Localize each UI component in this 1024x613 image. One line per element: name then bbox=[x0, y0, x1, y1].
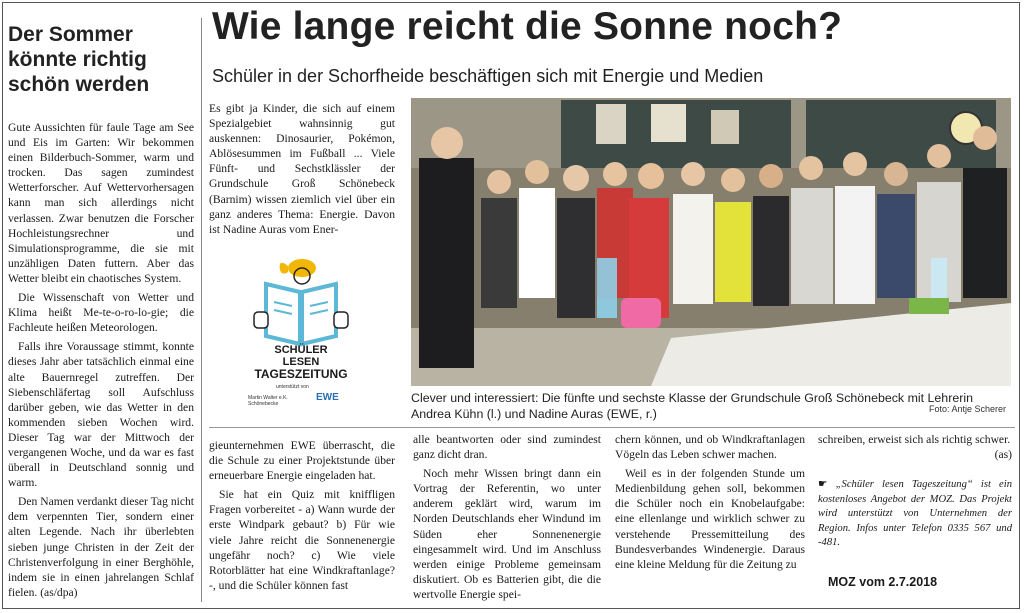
article-paragraph: alle beantworten oder sind zumindest ganz dicht dran. bbox=[413, 433, 601, 462]
sidebar-body bbox=[8, 120, 194, 600]
sidebar-paragraph: Gute Aussichten für faule Tage am See und Eis im Garten: Wir bekommen einen Bilderbuch-Sommer, warm und trocken. Das sagen zumindest Wetterforscher. Auf Wettervorhersagen kann man sich allerdings nicht verlassen. Zwar benutzen die Forscher Hochleistungsrechner und Simulationsprogramme, die sie mit unzähligen Daten futtern. Aber das Wetter bleibt ein chaotisches System. bbox=[8, 121, 194, 285]
article-paragraph: Noch mehr Wissen bringt dann ein Vortrag der Referentin, wo unter anderem geklärt wird, warum im Norden Deutschlands eher Windund im Süden eher Sonnenenergie eingesammelt wird. Und im Anschluss werden einige Probleme gemeinsam diskutiert. Ob es Batterien gibt, die die wertvolle Energie spei- bbox=[413, 467, 601, 601]
article-intro: Es gibt ja Kinder, die sich auf einem Spezialgebiet wahnsinnig gut auskennen: Dinosaurier, Pokémon, Ablösesummen im Fußball ... Viele Fünft- und Sechstklässler der Grundschule Groß Schönebeck (Barnim) wissen ziemlich viel über ein ganz anderes Thema: Energie. Davon ist Nadine Auras vom Ener- bbox=[209, 102, 395, 236]
sidebar-paragraph: Die Wissenschaft von Wetter und Klima heißt Me-te-o-ro-lo-gie; die Fachleute heißen Meteorologen. bbox=[8, 291, 194, 335]
column-divider bbox=[201, 18, 202, 602]
sponsor-martin-walter: Martin Walter e.K. Schönebecke bbox=[248, 395, 288, 407]
sidebar-paragraph: Den Namen verdankt dieser Tag nicht dem verpennten Tier, sondern einer alten Legende. Nach ihr überlebten sieben junge Christen in der Zeit der Christenverfolgung in einer Berghöhle, indem sie in einen jahrelangen Schlaf fielen. (as/dpa) bbox=[8, 495, 194, 599]
logo-line-3: TAGESZEITUNG bbox=[254, 367, 348, 381]
horizontal-rule bbox=[209, 427, 1015, 428]
info-box bbox=[818, 478, 1012, 551]
logo-line-2: LESEN bbox=[282, 356, 320, 368]
sponsor-ewe-logo: EWE bbox=[316, 392, 339, 403]
source-line: MOZ vom 2.7.2018 bbox=[828, 575, 938, 589]
class-photo bbox=[411, 98, 1011, 386]
sidebar-paragraph: Falls ihre Voraussage stimmt, konnte dieses Jahr aber tatsächlich einmal eine alte Bauernregel zutreffen. Der Siebenschläfertag soll Aufschluss darüber geben, wie das Wetter in den kommenden sieben Wochen wird. Dieser Tag war der Mittwoch der vergangenen Woche, und da war es fast überall in Deutschland sonnig und warm. bbox=[8, 340, 194, 490]
sidebar-headline: Der Sommer könnte richtig schön werden bbox=[8, 23, 150, 96]
article-column-1 bbox=[209, 438, 395, 593]
article-paragraph: schreiben, erweist sich als richtig schwer. bbox=[818, 433, 1011, 446]
class-photo-image bbox=[411, 98, 1011, 386]
article-column-3 bbox=[615, 432, 805, 572]
info-text: „Schüler lesen Tageszeitung“ ist ein kostenloses Angebot der MOZ. Das Projekt wird unterstützt von Unternehmen der Region. Infos unter Telefon 0335 567 und -481. bbox=[818, 479, 1012, 548]
photo-credit: Foto: Antje Scherer bbox=[928, 404, 1006, 414]
logo-line-1: SCHÜLER bbox=[274, 344, 328, 356]
article-headline: Wie lange reicht die Sonne noch? bbox=[212, 5, 843, 48]
sponsor-note: unterstützt von bbox=[276, 384, 309, 390]
article-subhead: Schüler in der Schorfheide beschäftigen sich mit Energie und Medien bbox=[212, 66, 764, 86]
article-paragraph: Weil es in der folgenden Stunde um Medienbildung gehen soll, bekommen die Schüler noch ein Knobelaufgabe: eine ellenlange und wirklich schwer zu verstehende Pressemitteilung des Bundesverbandes Windenergie. Daraus eine kleine Meldung für die Zeitung zu bbox=[615, 467, 805, 571]
article-column-4 bbox=[818, 432, 1012, 462]
article-paragraph: gieunternehmen EWE überrascht, die die Schule zu einer Projektstunde über erneuerbare Energie eingeladen hat. bbox=[209, 439, 395, 483]
article-paragraph: chern können, und ob Windkraftanlagen Vögeln das Leben schwer machen. bbox=[615, 433, 805, 462]
article-column-2 bbox=[413, 432, 601, 602]
article-paragraph: Sie hat ein Quiz mit kniffligen Fragen vorbereitet - a) Wann wurde der erste Windpark gebaut? b) Für wie viele Jahre reicht die Sonnenenergie ungefähr noch? c) Wie viele Rotorblätter hat eine Windkraftanlage? -, und die Schüler können fast bbox=[209, 488, 395, 592]
pointing-hand-icon: ☛ bbox=[818, 479, 836, 490]
schueler-lesen-logo bbox=[236, 252, 366, 427]
photo-caption: Clever und interessiert: Die fünfte und sechste Klasse der Grundschule Groß Schönebeck mit Lehrerin Andrea Kühn (l.) und Nadine Auras (EWE, r.) bbox=[411, 391, 973, 421]
author-sign: (as) bbox=[994, 448, 1012, 462]
